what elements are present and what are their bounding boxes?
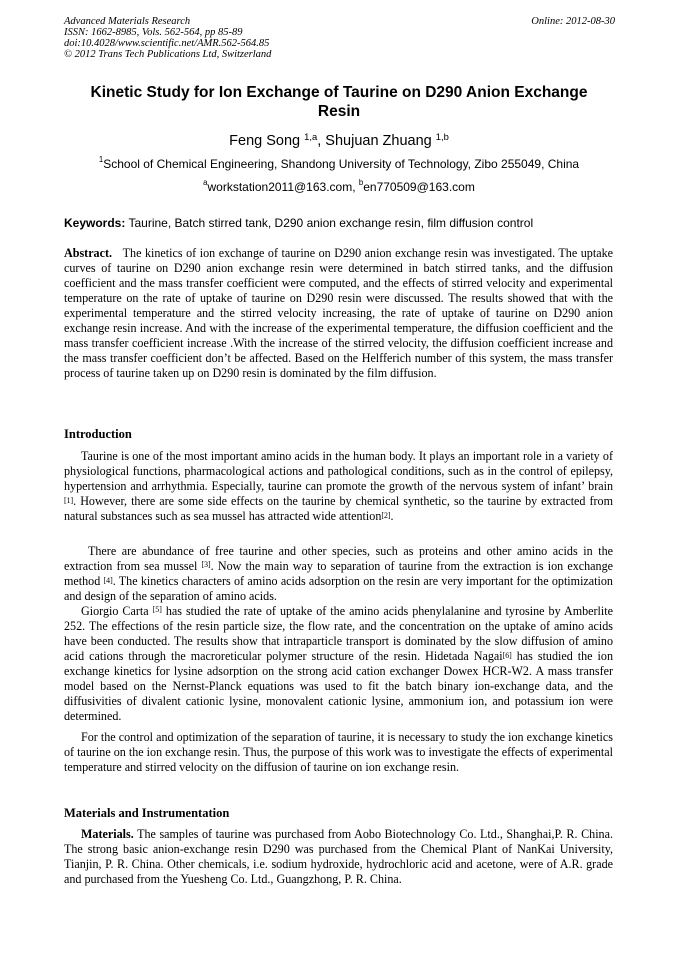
intro-p3-text-c: has studied the ion exchange kinetics for lysine adsorption on the strong acid cation exchanger Dowex HCR-W2. A mass transfer model based on the Nernst-Planck equations was used to fit the batch binary ion-exchange data, and the diffusivities of divalent cationic lysine, monovalent cationic lysine, ammonium ion, and potassium ion were determined.: [64, 649, 613, 724]
section-heading-introduction: Introduction: [64, 427, 132, 441]
intro-paragraph-3: [64, 604, 613, 724]
abstract-text: The kinetics of ion exchange of taurine on D290 anion exchange resin was investigated. The uptake curves of taurine on D290 anion exchange resin were determined in batch stirred tanks, and the diffusion coefficient and the mass transfer coefficient were computed, and the effects of stirred velocity and experimental temperature on the rate of uptake of taurine on D290 resin were discussed. The results showed that with the experimental temperature and the stirred velocity increasing, the rate of uptake of taurine on D290 anion exchange resin increase. And with the increase of the experimental temperature, the diffusion coefficient and the mass transfer coefficient increase .With the increase of the stirred velocity, the diffusion coefficient increase and the mass transfer coefficient don’t be affected. Based on the Helfferich number of this system, the mass transfer process of taurine taken up on D290 resin is dominated by the film diffusion.: [64, 246, 613, 381]
author-emails: [0, 180, 678, 194]
journal-doi: doi:10.4028/www.scientific.net/AMR.562-564.85: [64, 38, 270, 49]
citation-6: [6]: [502, 650, 512, 660]
journal-issn: ISSN: 1662-8985, Vols. 562-564, pp 85-89: [64, 27, 243, 38]
intro-paragraph-1: [64, 449, 613, 524]
affiliation-marker: 1: [98, 155, 104, 165]
author-list: [0, 133, 678, 149]
intro-paragraph-2: [64, 544, 613, 604]
keywords: [64, 216, 533, 230]
affiliation-text: School of Chemical Engineering, Shandong University of Technology, Zibo 255049, China: [103, 157, 580, 171]
email-a-marker: a: [203, 178, 208, 188]
email-a: workstation2011@163.com,: [207, 180, 359, 194]
author-1: Feng Song: [229, 133, 301, 149]
author-separator: ,: [317, 133, 326, 149]
author-1-marker: 1,a: [304, 131, 318, 143]
paper-title: [70, 83, 608, 121]
intro-p1-text-b: . However, there are some side effects on the taurine by chemical synthetic, so the taurine by extracted from natural substances such as sea mussel has attracted wide attention: [64, 494, 613, 524]
intro-p3-text-b: has studied the rate of uptake of the amino acids phenylalanine and tyrosine by Amberlite 252. The effections of the resin particle size, the flow rate, and the concentration on the uptake of amino acids have been conducted. The results show that intraparticle transport is dominated by the slow diffusion of amino acid cations through the macroreticular polymer structure of the resin. Hidetada Nagai: [64, 604, 613, 664]
title-line-1: Kinetic Study for Ion Exchange of Taurine on D290 Anion Exchange: [90, 84, 588, 101]
author-2: Shujuan Zhuang: [325, 133, 432, 149]
keywords-text: Taurine, Batch stirred tank, D290 anion exchange resin, film diffusion control: [125, 216, 534, 230]
intro-p3-text-a: Giorgio Carta: [81, 604, 153, 618]
journal-name: Advanced Materials Research: [64, 16, 191, 27]
intro-p2-text-b: . Now the main way to separation of taurine from the extraction is ion exchange method: [64, 559, 613, 589]
intro-p2-text-a: There are abundance of free taurine and other species, such as proteins and other amino acids in the extraction from sea mussel: [64, 544, 613, 574]
citation-4: [4]: [103, 575, 113, 585]
materials-label: Materials.: [81, 827, 134, 841]
email-b: en770509@163.com: [363, 180, 475, 194]
email-b-marker: b: [358, 178, 364, 188]
journal-copyright: © 2012 Trans Tech Publications Ltd, Switzerland: [64, 49, 272, 60]
intro-p2-text-c: . The kinetics characters of amino acids adsorption on the resin are very important for the optimization and design of the separation of amino acids.: [64, 574, 613, 604]
abstract-label: Abstract.: [64, 246, 113, 260]
intro-paragraph-4: For the control and optimization of the separation of taurine, it is necessary to study the ion exchange kinetics of taurine on the ion exchange resin. Thus, the purpose of this work was to investigate the effects of experimental temperature and stirred velocity on the diffusion of taurine on ion exchange resin.: [64, 730, 613, 775]
title-line-2: Resin: [317, 103, 361, 120]
materials-text: The samples of taurine was purchased from Aobo Biotechnology Co. Ltd., Shanghai,P. R. China. The strong basic anion-exchange resin D290 was purchased from the Chemical Plant of NanKai University, Tianjin, P. R. China. Other chemicals, i.e. sodium hydroxide, hydrochloric acid and acetone, were of A.R. grade and purchased from the Yuesheng Co. Ltd., Guangzhong, P. R. China.: [64, 827, 613, 887]
online-date: Online: 2012-08-30: [531, 16, 615, 27]
citation-2: [2]: [381, 510, 391, 520]
citation-1: [1]: [64, 495, 74, 505]
intro-p1-text-c: .: [390, 509, 394, 524]
citation-5: [5]: [152, 605, 162, 615]
abstract: [64, 246, 613, 381]
intro-p1-text-a: Taurine is one of the most important amino acids in the human body. It plays an important role in a variety of physiological functions, pharmacological actions and pathological conditions, such as in the control of epilepsy, hypertension and arrhythmia. Especially, taurine can promote the growth of the nervous system of infant’ brain: [64, 449, 613, 494]
keywords-label: Keywords:: [64, 216, 126, 230]
materials-paragraph: [64, 827, 613, 887]
section-heading-materials: Materials and Instrumentation: [64, 806, 230, 820]
citation-3: [3]: [201, 560, 211, 570]
author-2-marker: 1,b: [435, 131, 449, 143]
affiliation: [0, 157, 678, 171]
